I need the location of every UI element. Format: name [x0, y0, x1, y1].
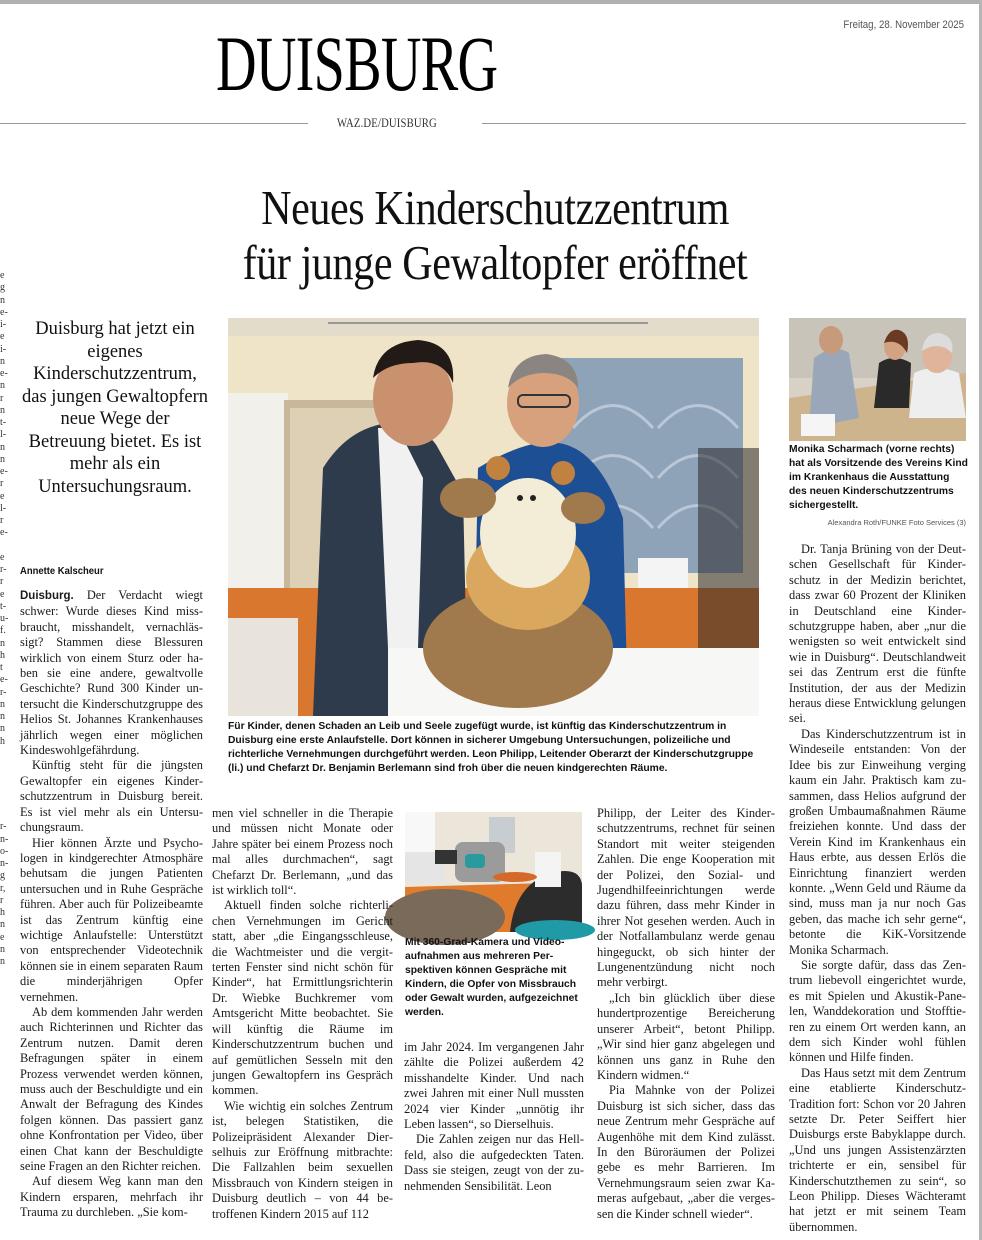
edge-fragment: n	[0, 294, 5, 306]
edge-fragment: e-	[0, 306, 8, 318]
headline-line-2: für junge Gewaltopfer eröffnet	[242, 235, 748, 290]
edge-fragment: n	[0, 698, 5, 710]
edge-fragment: n	[0, 943, 5, 955]
edge-fragment: e	[0, 490, 5, 502]
paragraph: Ab dem kommenden Jahr werden auch Richterinnen und Richter das Zentrum nutzen. Damit deren Befragungen später in einem Prozess verwendet werden können, muss auch der Beschuldigte und ein Anwalt der Befragung des Kindes folgen können. Das passiert ganz ohne Konfrontation per Video, über einen Chat kann der Beschuldigte seine Fragen an den Richter reichen.	[20, 1004, 203, 1174]
edge-fragment: n-	[0, 833, 9, 845]
paragraph: men viel schneller in die Therapie und müssen nicht Monate oder Jahre später bei einem Prozess noch mal alles durchmachen“, sagt Chefarzt Dr. Berlemann, „und das ist wirklich toll“.	[212, 806, 393, 898]
edge-fragment: r-	[0, 564, 7, 575]
interview-room-caption: Mit 360-Grad-Kamera und Videoaufnahmen aus mehreren Perspektiven können Gespräche mit Kindern, die Opfer von Missbrauch oder Gewalt wurden, aufgezeichnet werden.	[405, 937, 578, 1018]
edge-fragment: h	[0, 649, 5, 661]
main-photo-illustration	[228, 318, 759, 716]
edge-fragment: t	[0, 662, 3, 673]
headline-line-1: Neues Kinderschutzzentrum	[261, 180, 729, 235]
interview-room-photo	[405, 812, 582, 932]
edge-fragment	[0, 797, 10, 809]
author-byline: Annette Kalscheur	[20, 565, 104, 577]
masthead-title: DUISBURG	[216, 20, 498, 107]
edge-fragment: e	[0, 931, 5, 943]
paragraph: Pia Mahnke von der Polizei Duisburg ist sich sicher, dass das neue Zentrum mehr Gespräche auf Augenhöhe mit dem Kind zulässt. In den Büroräumen der Polizei gebe es mehr Barrieren. Im Vernehmungsraum seien zwar Kameras aufgebaut, „aber die vergessen die Kinder schnell wieder“.	[597, 1083, 775, 1221]
paragraph	[20, 588, 203, 758]
article-column-1	[20, 588, 203, 1221]
masthead-rule-right	[482, 123, 966, 124]
neighbor-column-fragment	[0, 270, 10, 967]
edge-fragment: n	[0, 919, 5, 931]
main-photo-caption: Für Kinder, denen Schaden an Leib und Seele zugefügt wurde, ist künftig das Kinderschutzzentrum in Duisburg eine erste Anlaufstelle. Dort können in sicherer Umgebung Untersuchungen, polizeiliche und richterliche Vernehmungen durchgeführt werden. Leon Philipp, Leitender Oberarzt der Kinderschutzgruppe (li.) und Chefarzt Dr. Benjamin Berlemann sind froh über die neuen kindgerechten Räume.	[228, 721, 754, 774]
edge-fragment: n	[0, 441, 5, 453]
paragraph: Wie wichtig ein solches Zentrum ist, belegen Statistiken, die Polizeipräsident Alexander Dierselhuis zur Eröffnung mitbrachte: Die Fallzahlen beim sexuellen Missbrauch von Kindern steigen in Duisburg deutlich – von 44 betroffenen Kindern 2015 auf 112	[212, 1098, 393, 1221]
edge-fragment: i-	[0, 319, 7, 330]
side-photo-illustration	[789, 318, 966, 441]
edge-fragment: e-	[0, 368, 8, 379]
edge-fragment: r-	[0, 686, 7, 698]
paragraph: Künftig steht für die jüngsten Gewaltopfer ein eigenes Kinderschutzzentrum in Duisburg bereit. Es ist viel mehr als ein Untersuchungsraum.	[20, 758, 203, 835]
edge-fragment: e-	[0, 466, 8, 477]
edge-fragment	[0, 785, 10, 797]
issue-date: Freitag, 28. November 2025	[843, 19, 964, 31]
edge-fragment: r	[0, 515, 4, 526]
edge-fragment	[0, 748, 10, 760]
edge-fragment: l-	[0, 429, 7, 441]
article-headline	[150, 180, 840, 290]
edge-fragment	[0, 809, 10, 821]
article-column-2	[212, 806, 393, 1222]
edge-fragment: g	[0, 870, 5, 882]
edge-fragment: n	[0, 711, 5, 722]
edge-fragment: n	[0, 404, 5, 416]
paragraph: Aktuell finden solche richterlichen Vernehmungen im Gericht statt, aber „die Eingangsschleuse, die Wachtmeister und die vergitterten Fenster sind nicht schön für Kinder“, hat Ermittlungsrichterin Dr. Wiebke Buchkremer vom Amtsgericht Mitte beobachtet. Sie will künftig die Räume im Kinderschutzzentrum buchen und auf gemütlichen Sesseln mit den jungen Gewaltopfern ins Gespräch kommen.	[212, 898, 393, 1098]
edge-fragment: g	[0, 282, 5, 294]
edge-fragment	[0, 772, 10, 784]
paragraph: Die Zahlen zeigen nur das Hellfeld, also die aufgedeckten Taten. Dass sie steigen, zeugt von der zunehmenden Sensibilität. Leon	[404, 1132, 584, 1193]
article-column-5	[789, 542, 966, 1235]
article-teaser: Duisburg hat jetzt ein eigenes Kinderschutzzentrum, das jungen Gewaltopfern neue Wege der Betreuung bietet. Es ist mehr als ein Untersuchungsraum.	[22, 319, 208, 497]
edge-fragment: n	[0, 723, 5, 735]
paragraph: Sie sorgte dafür, dass das Zentrum liebevoll eingerichtet wurde, es mit Spielen und Akustik-Panelen, Wanddekoration und Stofftieren zu einem Ort werden kann, an dem sich Kinder wohl fühlen können und Hilfe finden.	[789, 957, 966, 1065]
edge-fragment: r	[0, 894, 4, 906]
edge-fragment: n	[0, 355, 5, 367]
paragraph: Das Haus setzt mit dem Zentrum eine etablierte Kinderschutz-Tradition fort: Schon vor 20 Jahren setzte Dr. Peter Seiffert hier Duisburgs erste Babyklappe durch. „Und uns jungen Assistenzärzten trichterte er ein, sensibel für Kinderschutzthemen zu sein“, so Leon Philipp. Dieses Wächteramt hat jetzt er mit seinem Team übernommen.	[789, 1065, 966, 1234]
photo-credit: Alexandra Roth/FUNKE Foto Services (3)	[827, 518, 966, 527]
edge-fragment: r,	[0, 882, 6, 894]
edge-fragment: f.	[0, 625, 6, 637]
section-url: WAZ.DE/DUISBURG	[337, 115, 437, 130]
article-column-4	[597, 806, 775, 1222]
edge-fragment: o-	[0, 845, 9, 857]
edge-fragment: l-	[0, 502, 7, 514]
paragraph: Auf diesem Weg kann man den Kindern ersparen, mehrfach ihr Trauma zu durchleben. „Sie kom-	[20, 1174, 203, 1220]
edge-fragment: r	[0, 478, 4, 490]
paragraph: Hier können Ärzte und Psychologen in kindgerechter Atmosphäre behutsam die jungen Patienten untersuchen und in Ruhe Gespräche führen. Aber auch für Polizeibeamte ist das Zentrum künftig eine wichtige Anlaufstelle: Unterstützt von entsprechender Videotechnik können sie in einem separaten Raum die minderjährigen Opfer vernehmen.	[20, 835, 203, 1004]
edge-fragment: i-	[0, 343, 7, 355]
edge-fragment: h	[0, 907, 5, 918]
paragraph: Dr. Tanja Brüning von der Deutschen Gesellschaft für Kinderschutz in der Medizin berichtet, dass zwar 60 Prozent der Kliniken in Deutschland eine Kinderschutzgruppe haben, aber „nur die wenigsten so weit entwickelt sind wie in Duisburg“. Deutschlandweit sei das Zentrum erst die fünfte Institution, der aus der Medizin heraus diese Entwicklung gelungen sei.	[789, 542, 966, 726]
interview-room-illustration	[405, 812, 582, 932]
paragraph: „Ich bin glücklich über diese hundertprozentige Bereicherung unserer Arbeit“, betont Philipp. „Wir sind hier ganz abgelegen und können uns ganz in Ruhe den Kindern widmen.“	[597, 990, 775, 1082]
paragraph: im Jahr 2024. Im vergangenen Jahr zählte die Polizei außerdem 42 misshandelte Kinder. Und nach zwei Jahren mit einer Null mussten 2024 vier Kinder „unnötig ihr Leben lassen“, so Dierselhuis.	[404, 1040, 584, 1132]
dateline: Duisburg.	[20, 590, 74, 602]
edge-fragment: e	[0, 331, 5, 343]
side-photo-caption: Monika Scharmach (vorne rechts) hat als Vorsitzende des Vereins Kind im Krankenhaus die Ausstattung des neuen Kinderschutzzentrums sichergestellt.	[789, 444, 968, 511]
edge-fragment: r	[0, 392, 4, 404]
edge-fragment	[0, 540, 10, 552]
article-column-3	[404, 1040, 584, 1194]
edge-fragment: e	[0, 270, 5, 281]
edge-fragment: e	[0, 551, 5, 563]
edge-fragment: n	[0, 637, 5, 649]
masthead-rule-left	[0, 123, 308, 124]
edge-fragment: e-	[0, 674, 8, 686]
edge-fragment: n-	[0, 858, 9, 869]
edge-fragment: u-	[0, 613, 9, 624]
paragraph: Das Kinderschutzzentrum ist in Windeseile entstanden: Von der Idee bis zur Einweihung verging kaum ein Jahr. Praktisch kam zusammen, dass Helios aufgrund der großen Umbaumaßnahmen Räume freiziehen konnte. Und dass der Verein Kind im Krankenhaus ein Haus erbte, aus dessen Erlös die Einrichtung finanziert werden konnte. „Wenn Geld und Räume da sind, muss man ja nur noch Gas geben, das mache ich sehr gerne“, betonte die KiK-Vorsitzende Monika Scharmach.	[789, 726, 966, 957]
paragraph: Philipp, der Leiter des Kinderschutzzentrums, rechnet für seinen Standort mit weiter steigenden Zahlen. Die enge Kooperation mit der Polizei, den Sozial- und Jugendhilfeeinrichtungen werde dazu führen, dass mehr Kinder in ihrer Not gesehen werden. Auch in der Notfallambulanz werde genau hingeguckt, ob sich hinter der Lungenentzündung nicht noch mehr verbirgt.	[597, 806, 775, 990]
edge-fragment: t-	[0, 417, 7, 428]
edge-fragment	[0, 760, 10, 772]
side-photo	[789, 318, 966, 441]
main-photo	[228, 318, 759, 716]
edge-fragment: e	[0, 588, 5, 600]
edge-fragment: t-	[0, 600, 7, 612]
edge-fragment: n	[0, 380, 5, 392]
page-top-border	[0, 0, 982, 4]
edge-fragment: n	[0, 453, 5, 465]
edge-fragment: e-	[0, 527, 8, 539]
paragraph-text: Der Verdacht wiegt schwer: Wurde dieses Kind missbraucht, misshandelt, vernachlässigt? Stammen diese Blessuren wirklich von einem Sturz oder haben sie eine andere, gewaltvolle Geschichte? Rund 300 Kinder untersucht die Kinderschutzgruppe des Helios St. Johannes Krankenhauses jährlich wegen einer möglichen Kindeswohlgefährdung.	[20, 588, 203, 758]
edge-fragment: r	[0, 576, 4, 588]
edge-fragment: r-	[0, 821, 7, 833]
edge-fragment: h	[0, 735, 5, 747]
edge-fragment: n	[0, 956, 5, 967]
